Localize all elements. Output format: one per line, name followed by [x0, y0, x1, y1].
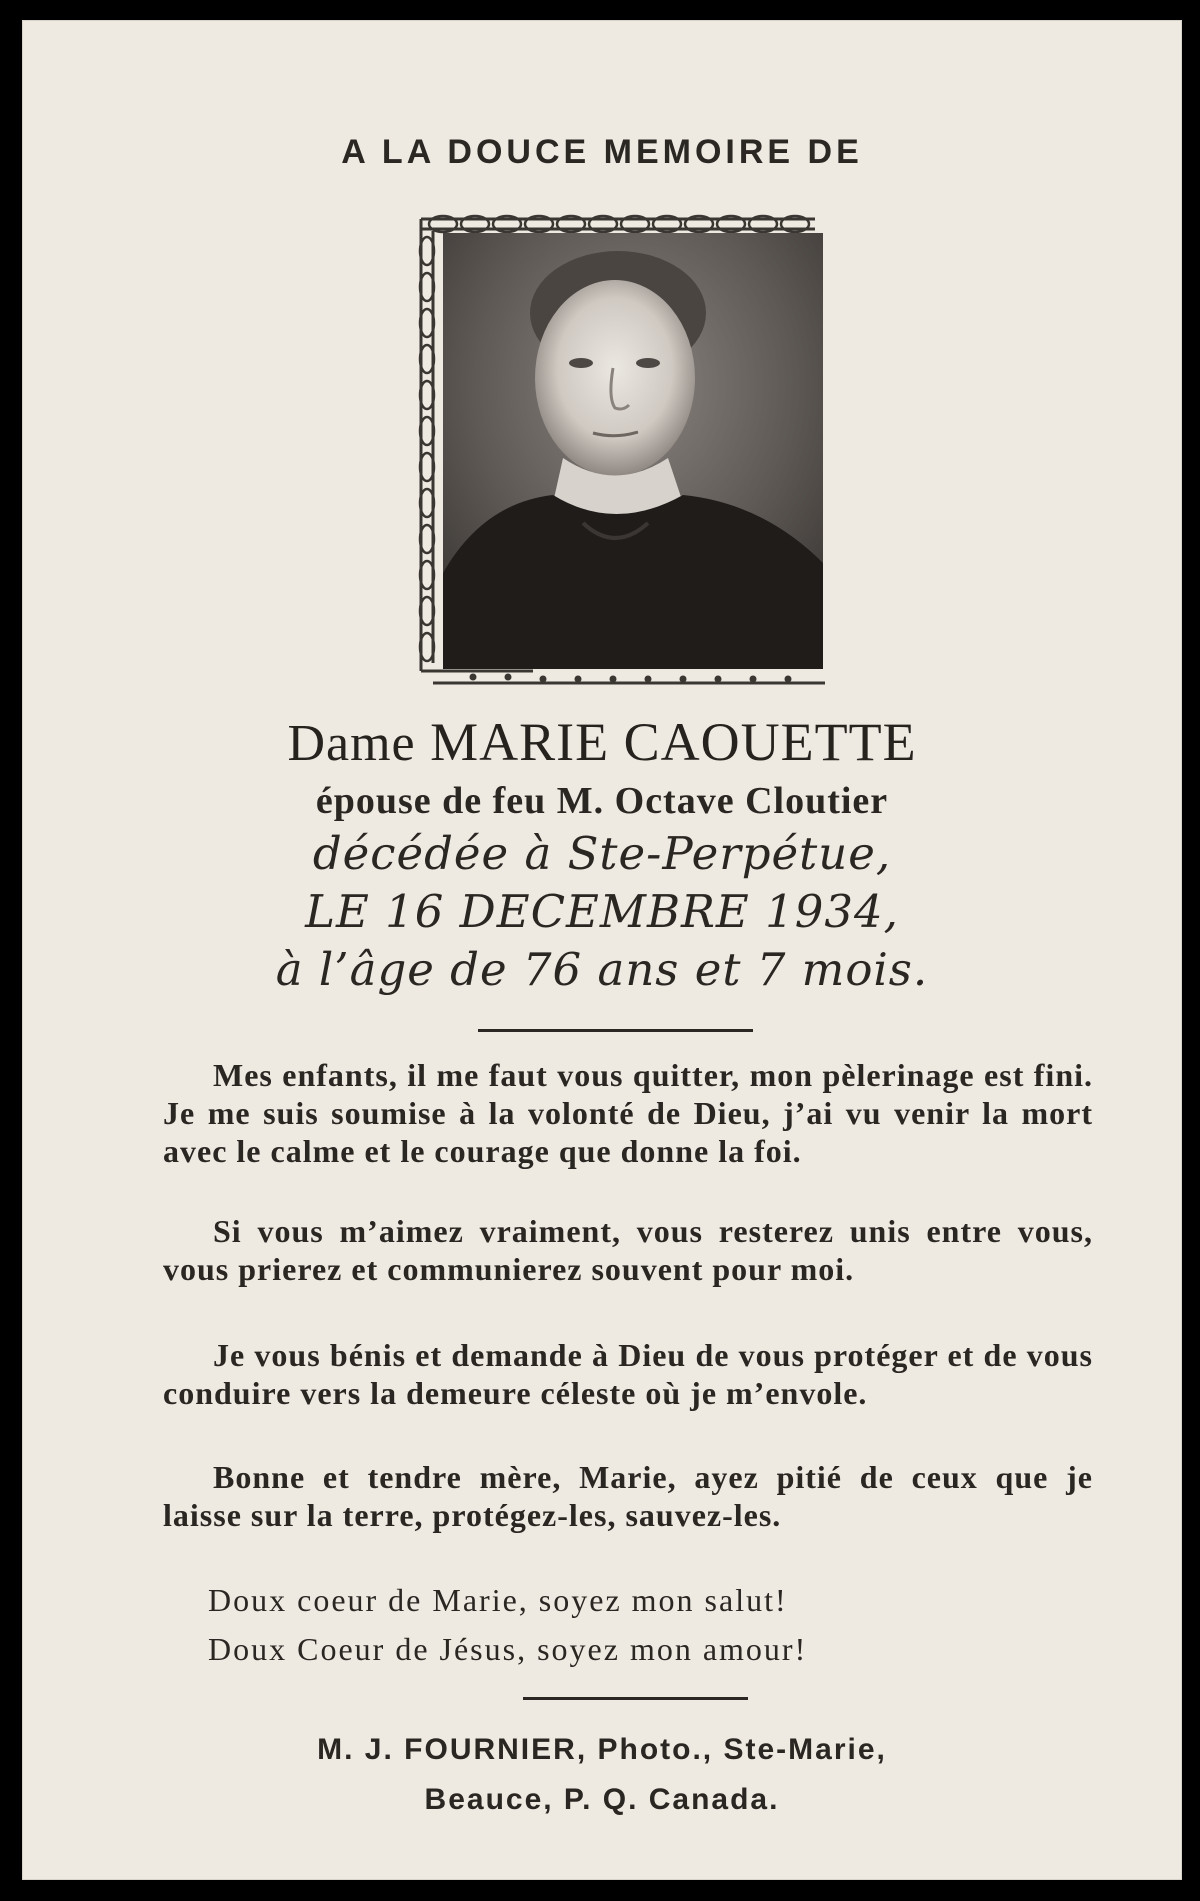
closing-prayer-marie: Doux coeur de Marie, soyez mon salut! — [208, 1582, 788, 1618]
paragraph: Mes enfants, il me faut vous quitter, mon pèlerinage est fini. Je me suis soumise à la volonté de Dieu, j’ai vu venir la mort avec le calme et le courage que donne la foi. — [163, 1057, 1093, 1169]
age-line: à l’âge de 76 ans et 7 mois. — [275, 943, 929, 996]
paragraph: Je vous bénis et demande à Dieu de vous protéger et de vous conduire vers la demeure céleste où je m’envole. — [163, 1337, 1093, 1411]
card-header: A LA DOUCE MEMOIRE DE — [341, 133, 863, 171]
photographer-credit: M. J. FOURNIER, Photo., Ste-Marie, — [317, 1733, 887, 1766]
name-title: Dame — [287, 715, 416, 772]
portrait-frame — [413, 201, 833, 691]
memorial-card — [22, 20, 1182, 1880]
full-name: MARIE CAOUETTE — [430, 712, 917, 772]
death-place: décédée à Ste-Perpétue, — [312, 827, 892, 880]
woman-portrait-icon — [443, 233, 823, 669]
paragraph: Si vous m’aimez vraiment, vous resterez unis entre vous, vous prierez et communierez souvent pour moi. — [163, 1213, 1093, 1287]
divider — [523, 1697, 748, 1700]
photographer-location: Beauce, P. Q. Canada. — [424, 1783, 780, 1816]
closing-prayer-jesus: Doux Coeur de Jésus, soyez mon amour! — [208, 1631, 808, 1667]
portrait-photo — [443, 233, 823, 669]
spouse-line: épouse de feu M. Octave Cloutier — [315, 780, 889, 822]
divider — [478, 1029, 753, 1032]
paragraph: Bonne et tendre mère, Marie, ayez pitié de ceux que je laisse sur la terre, protégez-les, sauvez-les. — [163, 1459, 1093, 1533]
death-date: LE 16 DECEMBRE 1934, — [305, 885, 899, 938]
deceased-name — [23, 711, 1181, 773]
